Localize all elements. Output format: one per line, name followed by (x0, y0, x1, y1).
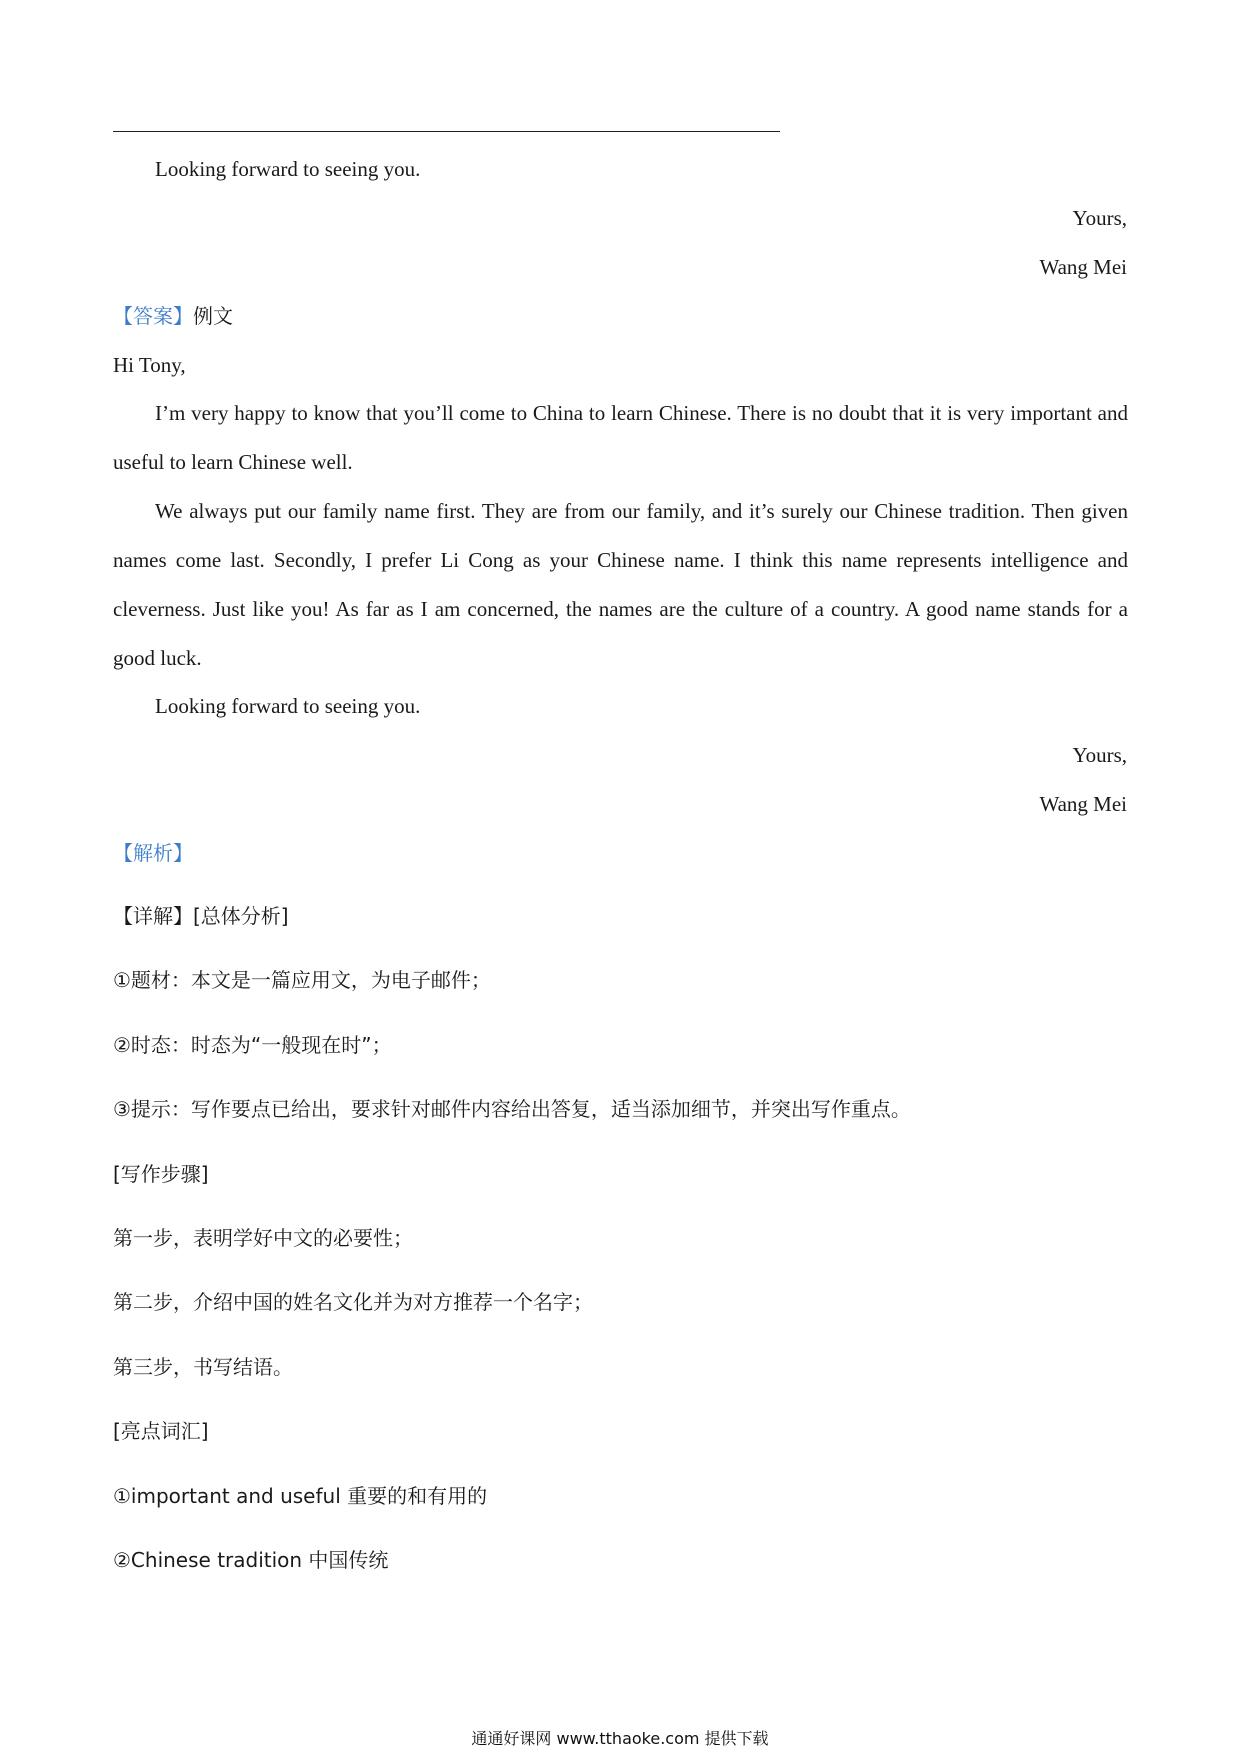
analysis-item-3: ③提示：写作要点已给出，要求针对邮件内容给出答复，适当添加细节，并突出写作重点。 (113, 1097, 911, 1121)
detail-tag: 【详解】 (113, 904, 193, 928)
answer-blank-line (113, 131, 780, 132)
vocab-item-1: ①important and useful 重要的和有用的 (113, 1484, 488, 1508)
answer-tag: 【答案】 (113, 304, 193, 328)
answer-closing: Looking forward to seeing you. (155, 694, 421, 718)
answer-heading (113, 302, 1128, 330)
step-2: 第二步，介绍中国的姓名文化并为对方推荐一个名字； (113, 1290, 593, 1314)
steps-heading: [写作步骤] (113, 1162, 209, 1186)
detail-heading (113, 902, 1128, 930)
answer-label: 例文 (193, 304, 233, 328)
step-1: 第一步，表明学好中文的必要性； (113, 1226, 413, 1250)
answer-greeting: Hi Tony, (113, 353, 186, 377)
analysis-item-1: ①题材：本文是一篇应用文，为电子邮件； (113, 968, 491, 992)
analysis-heading (113, 839, 1128, 867)
answer-paragraph-1: I’m very happy to know that you’ll come to China to learn Chinese. There is no doubt that it is very important and useful to learn Chinese well. (113, 401, 1128, 474)
analysis-item-2: ②时态：时态为“一般现在时”； (113, 1033, 392, 1057)
vocab-item-2: ②Chinese tradition 中国传统 (113, 1548, 389, 1572)
letter-closing: Looking forward to seeing you. (155, 157, 421, 181)
answer-signature: Wang Mei (1039, 792, 1127, 816)
answer-signoff: Yours, (1072, 743, 1127, 767)
overall-analysis-label: [总体分析] (193, 904, 289, 928)
letter-signature: Wang Mei (1039, 255, 1127, 279)
letter-signoff: Yours, (1072, 206, 1127, 230)
analysis-tag: 【解析】 (113, 841, 193, 865)
vocab-heading: [亮点词汇] (113, 1419, 209, 1443)
answer-paragraph-2: We always put our family name first. They are from our family, and it’s surely our Chinese tradition. Then given names come last. Secondly, I prefer Li Cong as your Chinese name. I think this name represents intelligence and cleverness. Just like you! As far as I am concerned, the names are the culture of a country. A good name stands for a good luck. (113, 499, 1128, 670)
page-footer: 通通好课网 www.tthaoke.com 提供下载 (471, 1729, 769, 1748)
step-3: 第三步，书写结语。 (113, 1355, 293, 1379)
